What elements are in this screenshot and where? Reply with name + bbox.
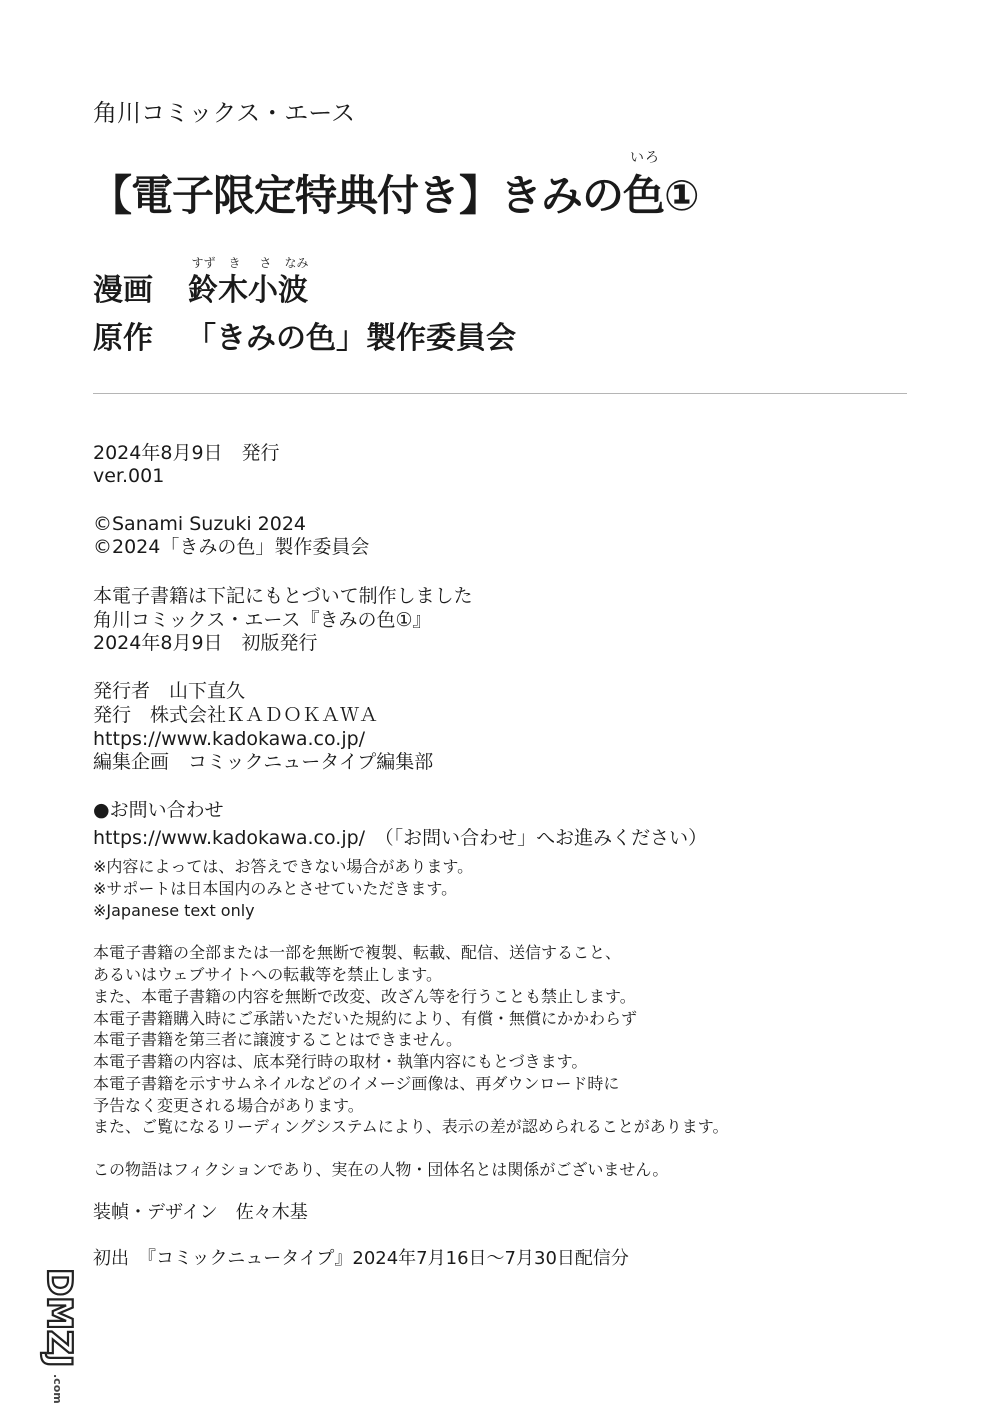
ruby-sa: さ — [259, 256, 272, 270]
legal-line: 本電子書籍を第三者に譲渡することはできません。 — [93, 1030, 462, 1049]
credit-manga-ruby — [188, 254, 312, 271]
copyright-committee: ©2024「きみの色」製作委員会 — [93, 536, 370, 558]
watermark-suffix: .com — [51, 1374, 64, 1404]
first-appearance: 初出 『コミックニュータイプ』2024年7月16日〜7月30日配信分 — [93, 1248, 629, 1269]
legal-line: また、本電子書籍の内容を無断で改変、改ざん等を行うことも禁止します。 — [93, 987, 636, 1006]
version: ver.001 — [93, 465, 165, 487]
legal-line: 本電子書籍の内容は、底本発行時の取材・執筆内容にもとづきます。 — [93, 1052, 588, 1071]
contact-note: ※Japanese text only — [93, 901, 255, 920]
watermark-graphic — [8, 1262, 79, 1412]
title-text: 【電子限定特典付き】きみの色① — [90, 171, 699, 220]
legal-line: 本電子書籍購入時にご承諾いただいた規約により、有償・無償にかかわらず — [93, 1009, 638, 1028]
copyright-author: ©Sanami Suzuki 2024 — [93, 513, 307, 535]
based-on-line-3: 2024年8月9日 初版発行 — [93, 632, 318, 654]
site-watermark-logo — [8, 1262, 79, 1412]
ruby-ki: き — [228, 256, 241, 270]
based-on-line-1: 本電子書籍は下記にもとづいて制作しました — [93, 585, 473, 607]
legal-line: 本電子書籍を示すサムネイルなどのイメージ画像は、再ダウンロード時に — [93, 1074, 620, 1093]
publisher-company: 発行 株式会社ＫＡＤＯＫＡＷＡ — [93, 704, 379, 726]
contact-url-line: https://www.kadokawa.co.jp/ （「お問い合わせ」へお進みください） — [93, 827, 708, 849]
credit-original-name: 「きみの色」製作委員会 — [186, 321, 516, 356]
design-credit: 装幀・デザイン 佐々木基 — [93, 1202, 308, 1223]
contact-heading: ●お問い合わせ — [93, 799, 224, 821]
legal-line: あるいはウェブサイトへの転載等を禁止します。 — [93, 965, 442, 984]
watermark-text: DMZJ — [39, 1268, 79, 1368]
credit-manga-name: 鈴木小波 — [188, 273, 308, 308]
book-title — [90, 163, 699, 223]
title-ruby: いろ — [630, 150, 660, 166]
publisher-person: 発行者 山下直久 — [93, 680, 246, 702]
contact-note: ※サポートは日本国内のみとさせていただきます。 — [93, 879, 458, 898]
ruby-suzu: すず — [191, 256, 216, 270]
fiction-notice: この物語はフィクションであり、実在の人物・団体名とは関係がございません。 — [93, 1160, 669, 1179]
legal-line: 本電子書籍の全部または一部を無断で複製、転載、配信、送信すること、 — [93, 943, 622, 962]
credit-manga-role: 漫画 — [93, 273, 153, 308]
credit-manga — [93, 265, 153, 309]
credit-original-role: 原作 — [93, 321, 153, 356]
editorial-dept: 編集企画 コミックニュータイプ編集部 — [93, 751, 434, 773]
based-on-line-2: 角川コミックス・エース『きみの色①』 — [93, 609, 432, 631]
imprint-label: 角川コミックス・エース — [93, 99, 356, 127]
legal-line: 予告なく変更される場合があります。 — [93, 1096, 364, 1115]
publish-date: 2024年8月9日 発行 — [93, 442, 280, 464]
divider-rule — [93, 393, 907, 394]
publisher-url: https://www.kadokawa.co.jp/ — [93, 728, 366, 750]
legal-line: また、ご覧になるリーディングシステムにより、表示の差が認められることがあります。 — [93, 1117, 729, 1136]
ruby-nami: なみ — [284, 256, 309, 270]
contact-note: ※内容によっては、お答えできない場合があります。 — [93, 857, 474, 876]
